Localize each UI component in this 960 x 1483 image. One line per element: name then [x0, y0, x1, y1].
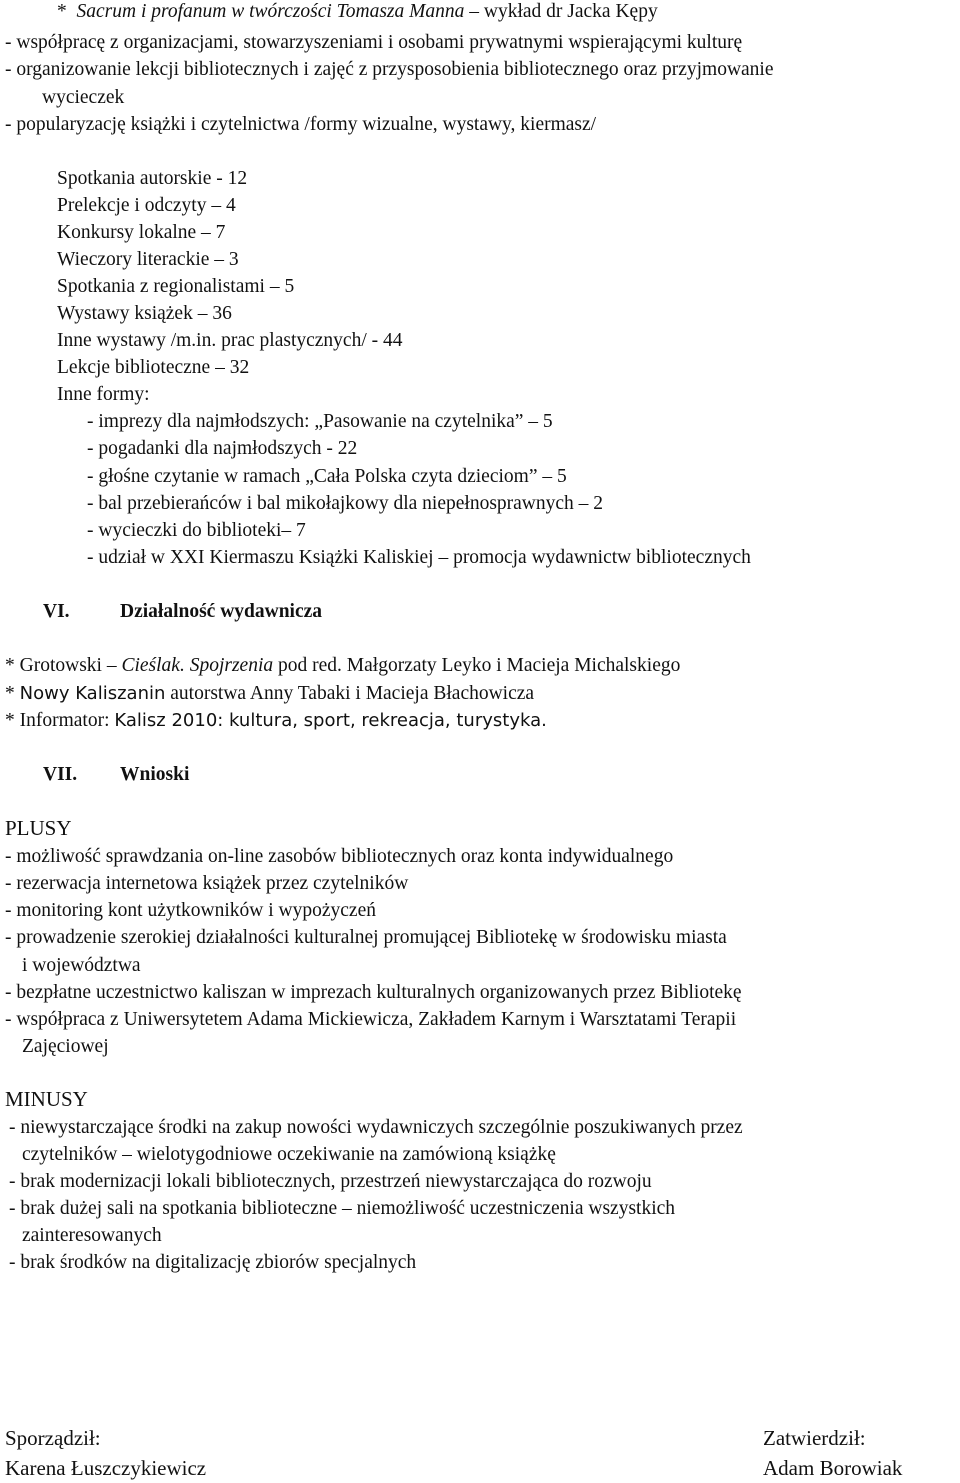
- plus-item: Zajęciowej: [22, 1036, 109, 1057]
- other-form-item: - udział w XXI Kiermaszu Książki Kaliskiej – promocja wydawnictw bibliotecznych: [87, 547, 751, 568]
- signature-right-name: Adam Borowiak: [763, 1456, 903, 1480]
- stat-line: Inne wystawy /m.in. prac plastycznych/ - 44: [57, 330, 403, 351]
- stat-line: Lekcje biblioteczne – 32: [57, 357, 250, 378]
- other-form-item: - głośne czytanie w ramach „Cała Polska czyta dzieciom” – 5: [87, 466, 567, 487]
- signature-left-name: Karena Łuszczykiewicz: [5, 1456, 207, 1480]
- bullet-star: *: [57, 1, 67, 22]
- minus-item: czytelników – wielotygodniowe oczekiwanie na zamówioną książkę: [22, 1144, 556, 1165]
- stat-line: Wystawy książek – 36: [57, 303, 232, 324]
- stat-line: Wieczory literackie – 3: [57, 249, 239, 270]
- other-form-item: - imprezy dla najmłodszych: „Pasowanie na czytelnika” – 5: [87, 411, 553, 432]
- stat-line: Inne formy:: [57, 384, 150, 405]
- minus-item: - brak modernizacji lokali bibliotecznych, przestrzeń niewystarczająca do rozwoju: [9, 1171, 652, 1192]
- activity-line: - organizowanie lekcji bibliotecznych i zajęć z przysposobienia bibliotecznego oraz przyjmowanie: [5, 59, 774, 80]
- minus-item: - niewystarczające środki na zakup nowości wydawniczych szczególnie poszukiwanych przez: [9, 1117, 743, 1138]
- minus-item: - brak dużej sali na spotkania biblioteczne – niemożliwość uczestniczenia wszystkich: [9, 1198, 676, 1219]
- stat-line: Prelekcje i odczyty – 4: [57, 195, 236, 216]
- section-number: VI.: [43, 601, 70, 622]
- publication-line: * Grotowski – Cieślak. Spojrzenia pod red. Małgorzaty Leyko i Macieja Michalskiego: [5, 655, 681, 676]
- section-title: Wnioski: [120, 764, 190, 785]
- lecture-line: [57, 2, 658, 22]
- plus-item: - monitoring kont użytkowników i wypożyczeń: [5, 900, 376, 921]
- activity-line: - popularyzację książki i czytelnictwa /formy wizualne, wystawy, kiermasz/: [5, 114, 597, 135]
- plus-item: - współpraca z Uniwersytetem Adama Mickiewicza, Zakładem Karnym i Warsztatami Terapii: [5, 1009, 737, 1030]
- lecture-title: Sacrum i profanum w twórczości Tomasza Manna: [76, 1, 465, 22]
- minus-heading: MINUSY: [5, 1087, 88, 1111]
- activity-line: - współpracę z organizacjami, stowarzyszeniami i osobami prywatnymi wspierającymi kulturę: [5, 32, 743, 53]
- publication-line: * Informator: Kalisz 2010: kultura, sport, rekreacja, turystyka.: [5, 710, 547, 731]
- plus-item: - możliwość sprawdzania on-line zasobów bibliotecznych oraz konta indywidualnego: [5, 846, 674, 867]
- stat-line: Spotkania autorskie - 12: [57, 168, 248, 189]
- section-title: Działalność wydawnicza: [120, 601, 323, 622]
- plus-item: i województwa: [22, 955, 141, 976]
- lecture-suffix: – wykład dr Jacka Kępy: [464, 1, 658, 22]
- signature-left-label: Sporządził:: [5, 1426, 101, 1450]
- plus-item: - bezpłatne uczestnictwo kaliszan w imprezach kulturalnych organizowanych przez Bibliotekę: [5, 982, 742, 1003]
- plus-item: - rezerwacja internetowa książek przez czytelników: [5, 873, 409, 894]
- activity-line: wycieczek: [42, 87, 125, 108]
- stat-line: Spotkania z regionalistami – 5: [57, 276, 295, 297]
- section-number: VII.: [43, 764, 78, 785]
- publication-line: * Nowy Kaliszanin autorstwa Anny Tabaki i Macieja Błachowicza: [5, 683, 535, 704]
- plus-heading: PLUSY: [5, 816, 72, 840]
- other-form-item: - wycieczki do biblioteki– 7: [87, 520, 306, 541]
- minus-item: - brak środków na digitalizację zbiorów specjalnych: [9, 1252, 417, 1273]
- minus-item: zainteresowanych: [22, 1225, 162, 1246]
- other-form-item: - pogadanki dla najmłodszych - 22: [87, 438, 358, 459]
- stat-line: Konkursy lokalne – 7: [57, 222, 226, 243]
- plus-item: - prowadzenie szerokiej działalności kulturalnej promującej Bibliotekę w środowisku miasta: [5, 927, 727, 948]
- other-form-item: - bal przebierańców i bal mikołajkowy dla niepełnosprawnych – 2: [87, 493, 604, 514]
- signature-right-label: Zatwierdził:: [763, 1426, 866, 1450]
